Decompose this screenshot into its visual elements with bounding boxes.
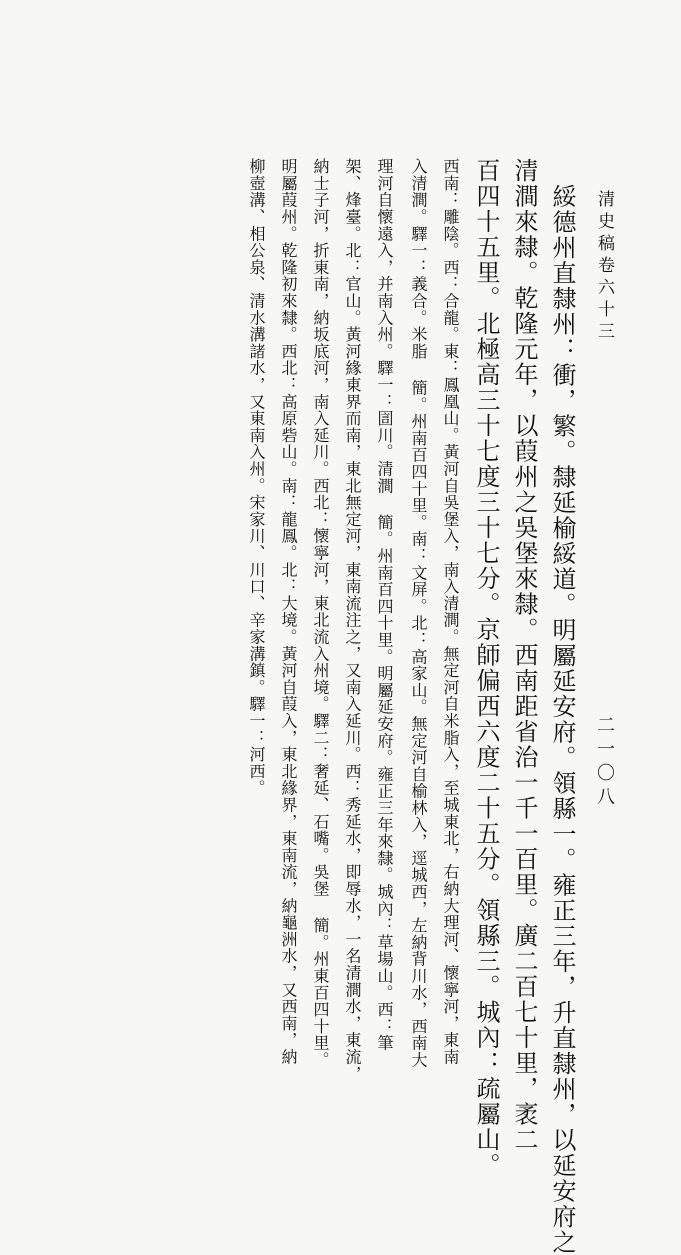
page-number: 二一〇八 <box>594 715 615 811</box>
text-column: 清澗來隸。乾隆元年，以葭州之吳堡來隸。西南距省治一千一百里。廣二百七十里，袤二 <box>510 158 538 1153</box>
text-column: 明屬葭州。乾隆初來隸。西北：高原砦山。南：龍鳳。北：大境。黃河自葭入，東北緣界，東南流，納龜洲水，又西南，納 <box>279 158 298 1066</box>
text-column: 架、烽臺。北：官山。黃河緣東界而南，東北無定河，東南流注之，又南入延川。西：秀延水，即辱水，一名清澗水，東流， <box>343 158 362 1082</box>
text-column: 柳壺溝、相公泉、清水溝諸水，又東南入州。宋家川、川口、辛家溝鎮。驛一：河西。 <box>247 158 266 797</box>
text-column: 百四十五里。北極高三十七度三十七分。京師偏西六度二十五分。領縣三。城內：疏屬山。 <box>472 158 500 1178</box>
text-column: 綏德州直隸州：衝，繁。隸延榆綏道。明屬延安府。領縣一。雍正三年，升直隸州，以延安府之 <box>548 184 576 1255</box>
text-column: 納士子河，折東南，納坂底河，南入延川。西北：懷寧河，東北流入州境。驛二：奢延、石嘴。吳堡 簡。州東百四十里。 <box>311 158 330 1069</box>
text-column: 理河自懷遠入，并南入州。驛一：圁川。清澗 簡。州南百四十里。明屬延安府。雍正三年來隸。城內：草場山。西：筆 <box>375 158 394 1052</box>
text-column: 入清澗。驛一：義合。米脂 簡。州南百四十里。南：文屏。北：高家山。無定河自榆林入，逕城西，左納背川水，西南大 <box>409 158 428 1069</box>
text-column: 西南：雕陰。西：合龍。東：鳳凰山。黃河自吳堡入，南入清澗。無定河自米脂入，至城東北，右納大理河、懷寧河，東南 <box>441 158 460 1066</box>
running-title: 清史稿卷六十三 <box>594 190 614 344</box>
